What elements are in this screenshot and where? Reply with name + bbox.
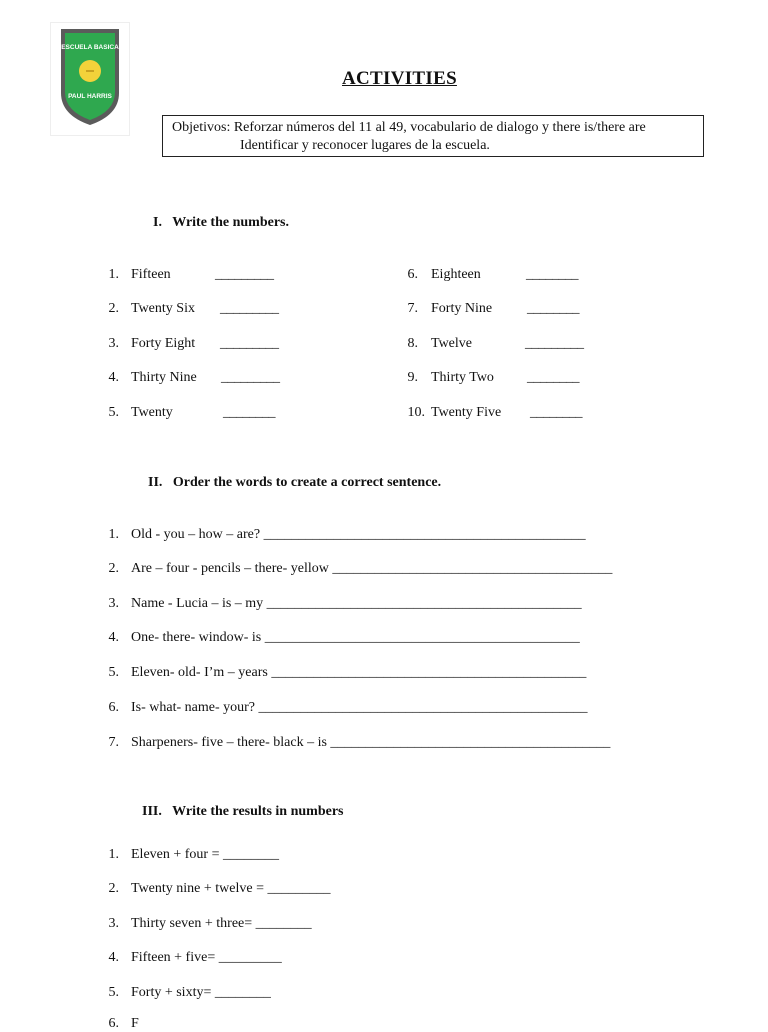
write-number-index: 10.	[407, 405, 425, 420]
write-number-index: 9.	[407, 370, 418, 385]
result-item[interactable]: Forty + sixty= ________	[131, 985, 271, 1000]
result-item[interactable]: Thirty seven + three= ________	[131, 916, 312, 931]
write-number-index: 4.	[108, 370, 119, 385]
write-number-blank[interactable]: _________	[221, 370, 280, 385]
result-item[interactable]: Fifteen + five= _________	[131, 950, 282, 965]
write-number-blank[interactable]: _________	[525, 336, 584, 351]
section-1-heading	[153, 215, 289, 231]
write-number-label: Forty Nine	[431, 301, 493, 316]
write-number-index: 8.	[407, 336, 418, 351]
write-number-index: 6.	[407, 267, 418, 282]
section-1-title: Write the numbers.	[172, 215, 289, 230]
objectives-line-2: Identificar y reconocer lugares de la escuela.	[240, 138, 490, 153]
write-number-label: Twenty	[131, 405, 173, 420]
sentence-item[interactable]: Eleven- old- I’m – years _____________________________________________	[131, 665, 587, 680]
sentence-index: 2.	[108, 561, 119, 576]
school-logo	[50, 22, 130, 136]
section-3-title: Write the results in numbers	[172, 804, 344, 819]
write-number-label: Twelve	[431, 336, 473, 351]
sentence-item[interactable]: Name - Lucia – is – my _____________________________________________	[131, 596, 582, 611]
write-number-blank[interactable]: ________	[527, 301, 579, 316]
sentence-index: 6.	[108, 700, 119, 715]
write-number-label: Eighteen	[431, 267, 481, 282]
write-number-label: Thirty Nine	[131, 370, 197, 385]
write-number-blank[interactable]: _________	[220, 336, 279, 351]
result-item[interactable]: Eleven + four = ________	[131, 847, 279, 862]
section-1-number: I.	[153, 215, 162, 230]
sentence-item[interactable]: Sharpeners- five – there- black – is ________________________________________	[131, 735, 611, 750]
sentence-index: 3.	[108, 596, 119, 611]
write-number-blank[interactable]: _________	[220, 301, 279, 316]
write-number-label: Fifteen	[131, 267, 171, 282]
write-number-index: 5.	[108, 405, 119, 420]
write-number-label: Thirty Two	[431, 370, 494, 385]
write-number-index: 2.	[108, 301, 119, 316]
section-2-number: II.	[148, 475, 163, 490]
section-2-title: Order the words to create a correct sentence.	[172, 475, 442, 490]
sentence-index: 5.	[108, 665, 119, 680]
write-number-blank[interactable]: _________	[215, 267, 274, 282]
write-number-blank[interactable]: ________	[526, 267, 578, 282]
logo-text-top: ESCUELA BASICA	[61, 44, 119, 51]
sentence-item[interactable]: Are – four - pencils – there- yellow ________________________________________	[131, 561, 613, 576]
write-number-blank[interactable]: ________	[527, 370, 579, 385]
sentence-item[interactable]: Old - you – how – are? ______________________________________________	[131, 527, 586, 542]
result-index: 1.	[108, 847, 119, 862]
write-number-label: Forty Eight	[131, 336, 196, 351]
write-number-index: 3.	[108, 336, 119, 351]
result-index: 6.	[108, 1016, 119, 1031]
result-item[interactable]: F	[131, 1016, 139, 1031]
sentence-index: 4.	[108, 630, 119, 645]
sentence-item[interactable]: One- there- window- is _____________________________________________	[131, 630, 580, 645]
write-number-label: Twenty Six	[131, 301, 195, 316]
section-3-heading	[142, 804, 343, 820]
objectives-box	[162, 115, 704, 157]
write-number-index: 1.	[108, 267, 119, 282]
write-number-blank[interactable]: ________	[223, 405, 275, 420]
result-index: 5.	[108, 985, 119, 1000]
section-3-number: III.	[142, 804, 162, 819]
section-2-heading	[148, 475, 441, 491]
sentence-index: 1.	[108, 527, 119, 542]
result-index: 2.	[108, 881, 119, 896]
sentence-index: 7.	[108, 735, 119, 750]
logo-text-bottom: PAUL HARRIS	[68, 93, 112, 100]
objectives-line-1: Objetivos: Reforzar números del 11 al 49, vocabulario de dialogo y there is/there are	[172, 120, 646, 135]
result-item[interactable]: Twenty nine + twelve = _________	[131, 881, 331, 896]
page-title: ACTIVITIES	[342, 68, 457, 89]
write-number-blank[interactable]: ________	[530, 405, 582, 420]
sentence-item[interactable]: Is- what- name- your? _______________________________________________	[131, 700, 588, 715]
write-number-label: Twenty Five	[431, 405, 502, 420]
result-index: 3.	[108, 916, 119, 931]
result-index: 4.	[108, 950, 119, 965]
write-number-index: 7.	[407, 301, 418, 316]
school-shield-icon	[51, 23, 129, 135]
